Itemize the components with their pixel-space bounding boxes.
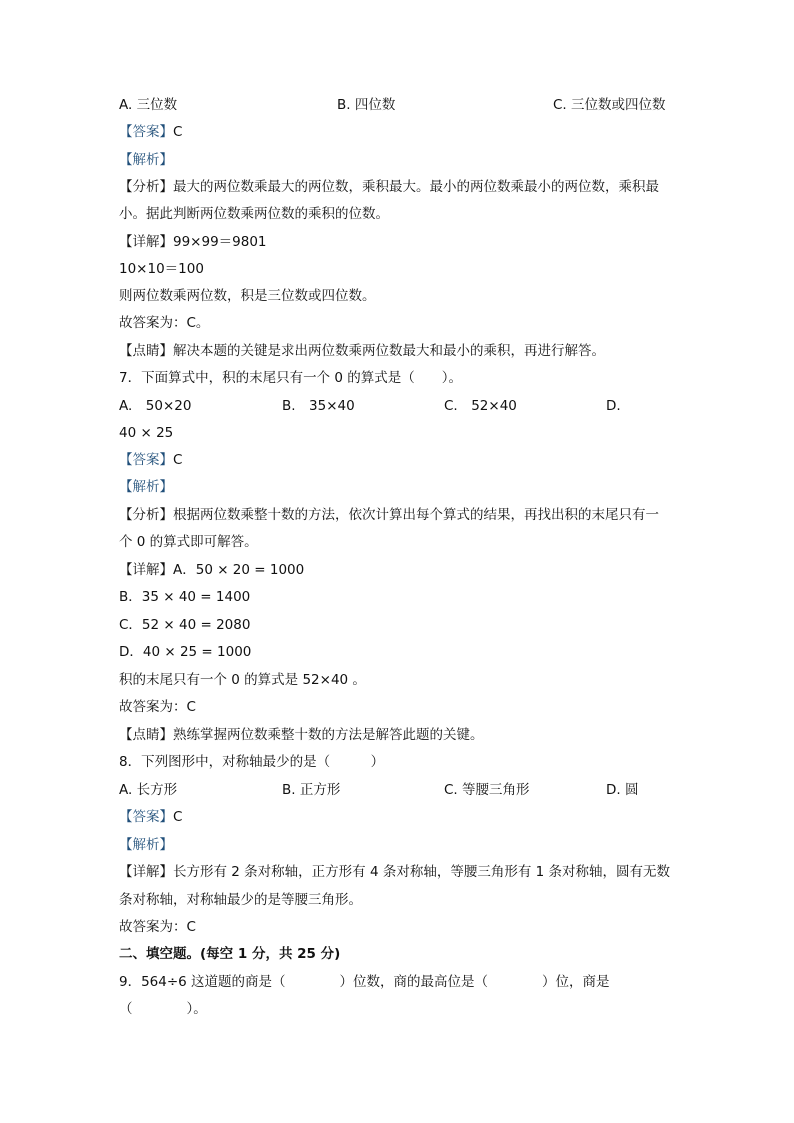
q6-point <box>119 342 605 360</box>
answer-value: C <box>173 124 183 140</box>
q9-line2: （ ）。 <box>119 1001 207 1017</box>
q6-analysis-tag: 【解析】 <box>119 152 173 168</box>
q7-detail-d: D．40 × 25 = 1000 <box>119 644 252 660</box>
detail-text: A．50 × 20 = 1000 <box>173 562 305 578</box>
q6-answer <box>119 123 182 141</box>
q8-analysis-tag: 【解析】 <box>119 837 173 853</box>
q7-fenxi-line2: 个 0 的算式即可解答。 <box>119 534 258 550</box>
fenxi-text: 根据两位数乘整十数的方法，依次计算出每个算式的结果，再找出积的末尾只有一 <box>173 507 659 523</box>
q6-fenxi-line2: 小。据此判断两位数乘两位数的乘积的位数。 <box>119 206 389 222</box>
answer-value: C <box>173 809 183 825</box>
q8-answer <box>119 808 182 826</box>
q8-detail-line1 <box>119 863 670 881</box>
answer-tag: 【答案】 <box>119 124 173 140</box>
fenxi-text: 最大的两位数乘最大的两位数，乘积最大。最小的两位数乘最小的两位数，乘积最 <box>173 179 659 195</box>
q6-option-a: A. 三位数 <box>119 97 178 113</box>
fenxi-tag: 【分析】 <box>119 179 173 195</box>
q7-fenxi-line1 <box>119 506 659 524</box>
q7-option-c: C. 52×40 <box>444 398 517 414</box>
q8-conclusion: 故答案为：C <box>119 919 196 935</box>
q7-point <box>119 726 484 744</box>
section-title-fill-in: 二、填空题。(每空 1 分，共 25 分) <box>119 946 341 962</box>
answer-tag: 【答案】 <box>119 452 173 468</box>
q6-detail2: 10×10＝100 <box>119 261 204 277</box>
answer-tag: 【答案】 <box>119 809 173 825</box>
detail-tag: 【详解】 <box>119 864 173 880</box>
detail-text: 长方形有 2 条对称轴，正方形有 4 条对称轴，等腰三角形有 1 条对称轴，圆有无数 <box>173 864 671 880</box>
q9-line1: 9．564÷6 这道题的商是（ ）位数，商的最高位是（ ）位，商是 <box>119 974 610 990</box>
point-text: 熟练掌握两位数乘整十数的方法是解答此题的关键。 <box>173 727 484 743</box>
q6-fenxi-line1 <box>119 178 659 196</box>
q7-result: 积的末尾只有一个 0 的算式是 52×40 。 <box>119 672 366 688</box>
point-tag: 【点睛】 <box>119 343 173 359</box>
q7-detail-c: C．52 × 40 = 2080 <box>119 617 251 633</box>
q8-option-c: C. 等腰三角形 <box>444 782 530 798</box>
q8-detail-line2: 条对称轴，对称轴最少的是等腰三角形。 <box>119 892 362 908</box>
detail-tag: 【详解】 <box>119 234 173 250</box>
q6-detail1 <box>119 233 267 251</box>
q7-detail-a <box>119 561 304 579</box>
q6-detail3: 则两位数乘两位数，积是三位数或四位数。 <box>119 288 376 304</box>
q7-conclusion: 故答案为：C <box>119 699 196 715</box>
q7-stem: 7．下面算式中，积的末尾只有一个 0 的算式是（ ）。 <box>119 370 463 386</box>
q7-option-d: D. <box>606 398 621 414</box>
q6-option-c: C. 三位数或四位数 <box>553 97 666 113</box>
q7-option-d-wrap: 40 × 25 <box>119 425 174 441</box>
fenxi-tag: 【分析】 <box>119 507 173 523</box>
q6-conclusion: 故答案为：C。 <box>119 315 210 331</box>
q7-detail-b: B．35 × 40 = 1400 <box>119 589 251 605</box>
q7-option-b: B. 35×40 <box>282 398 355 414</box>
q6-option-b: B. 四位数 <box>337 97 396 113</box>
q8-option-d: D. 圆 <box>606 782 639 798</box>
q8-option-b: B. 正方形 <box>282 782 341 798</box>
answer-value: C <box>173 452 183 468</box>
q7-analysis-tag: 【解析】 <box>119 479 173 495</box>
detail-text: 99×99＝9801 <box>173 234 267 250</box>
q7-option-a: A. 50×20 <box>119 398 192 414</box>
q8-stem: 8．下列图形中，对称轴最少的是（ ） <box>119 754 385 770</box>
q7-answer <box>119 451 182 469</box>
detail-tag: 【详解】 <box>119 562 173 578</box>
point-text: 解决本题的关键是求出两位数乘两位数最大和最小的乘积，再进行解答。 <box>173 343 605 359</box>
q8-option-a: A. 长方形 <box>119 782 178 798</box>
point-tag: 【点睛】 <box>119 727 173 743</box>
